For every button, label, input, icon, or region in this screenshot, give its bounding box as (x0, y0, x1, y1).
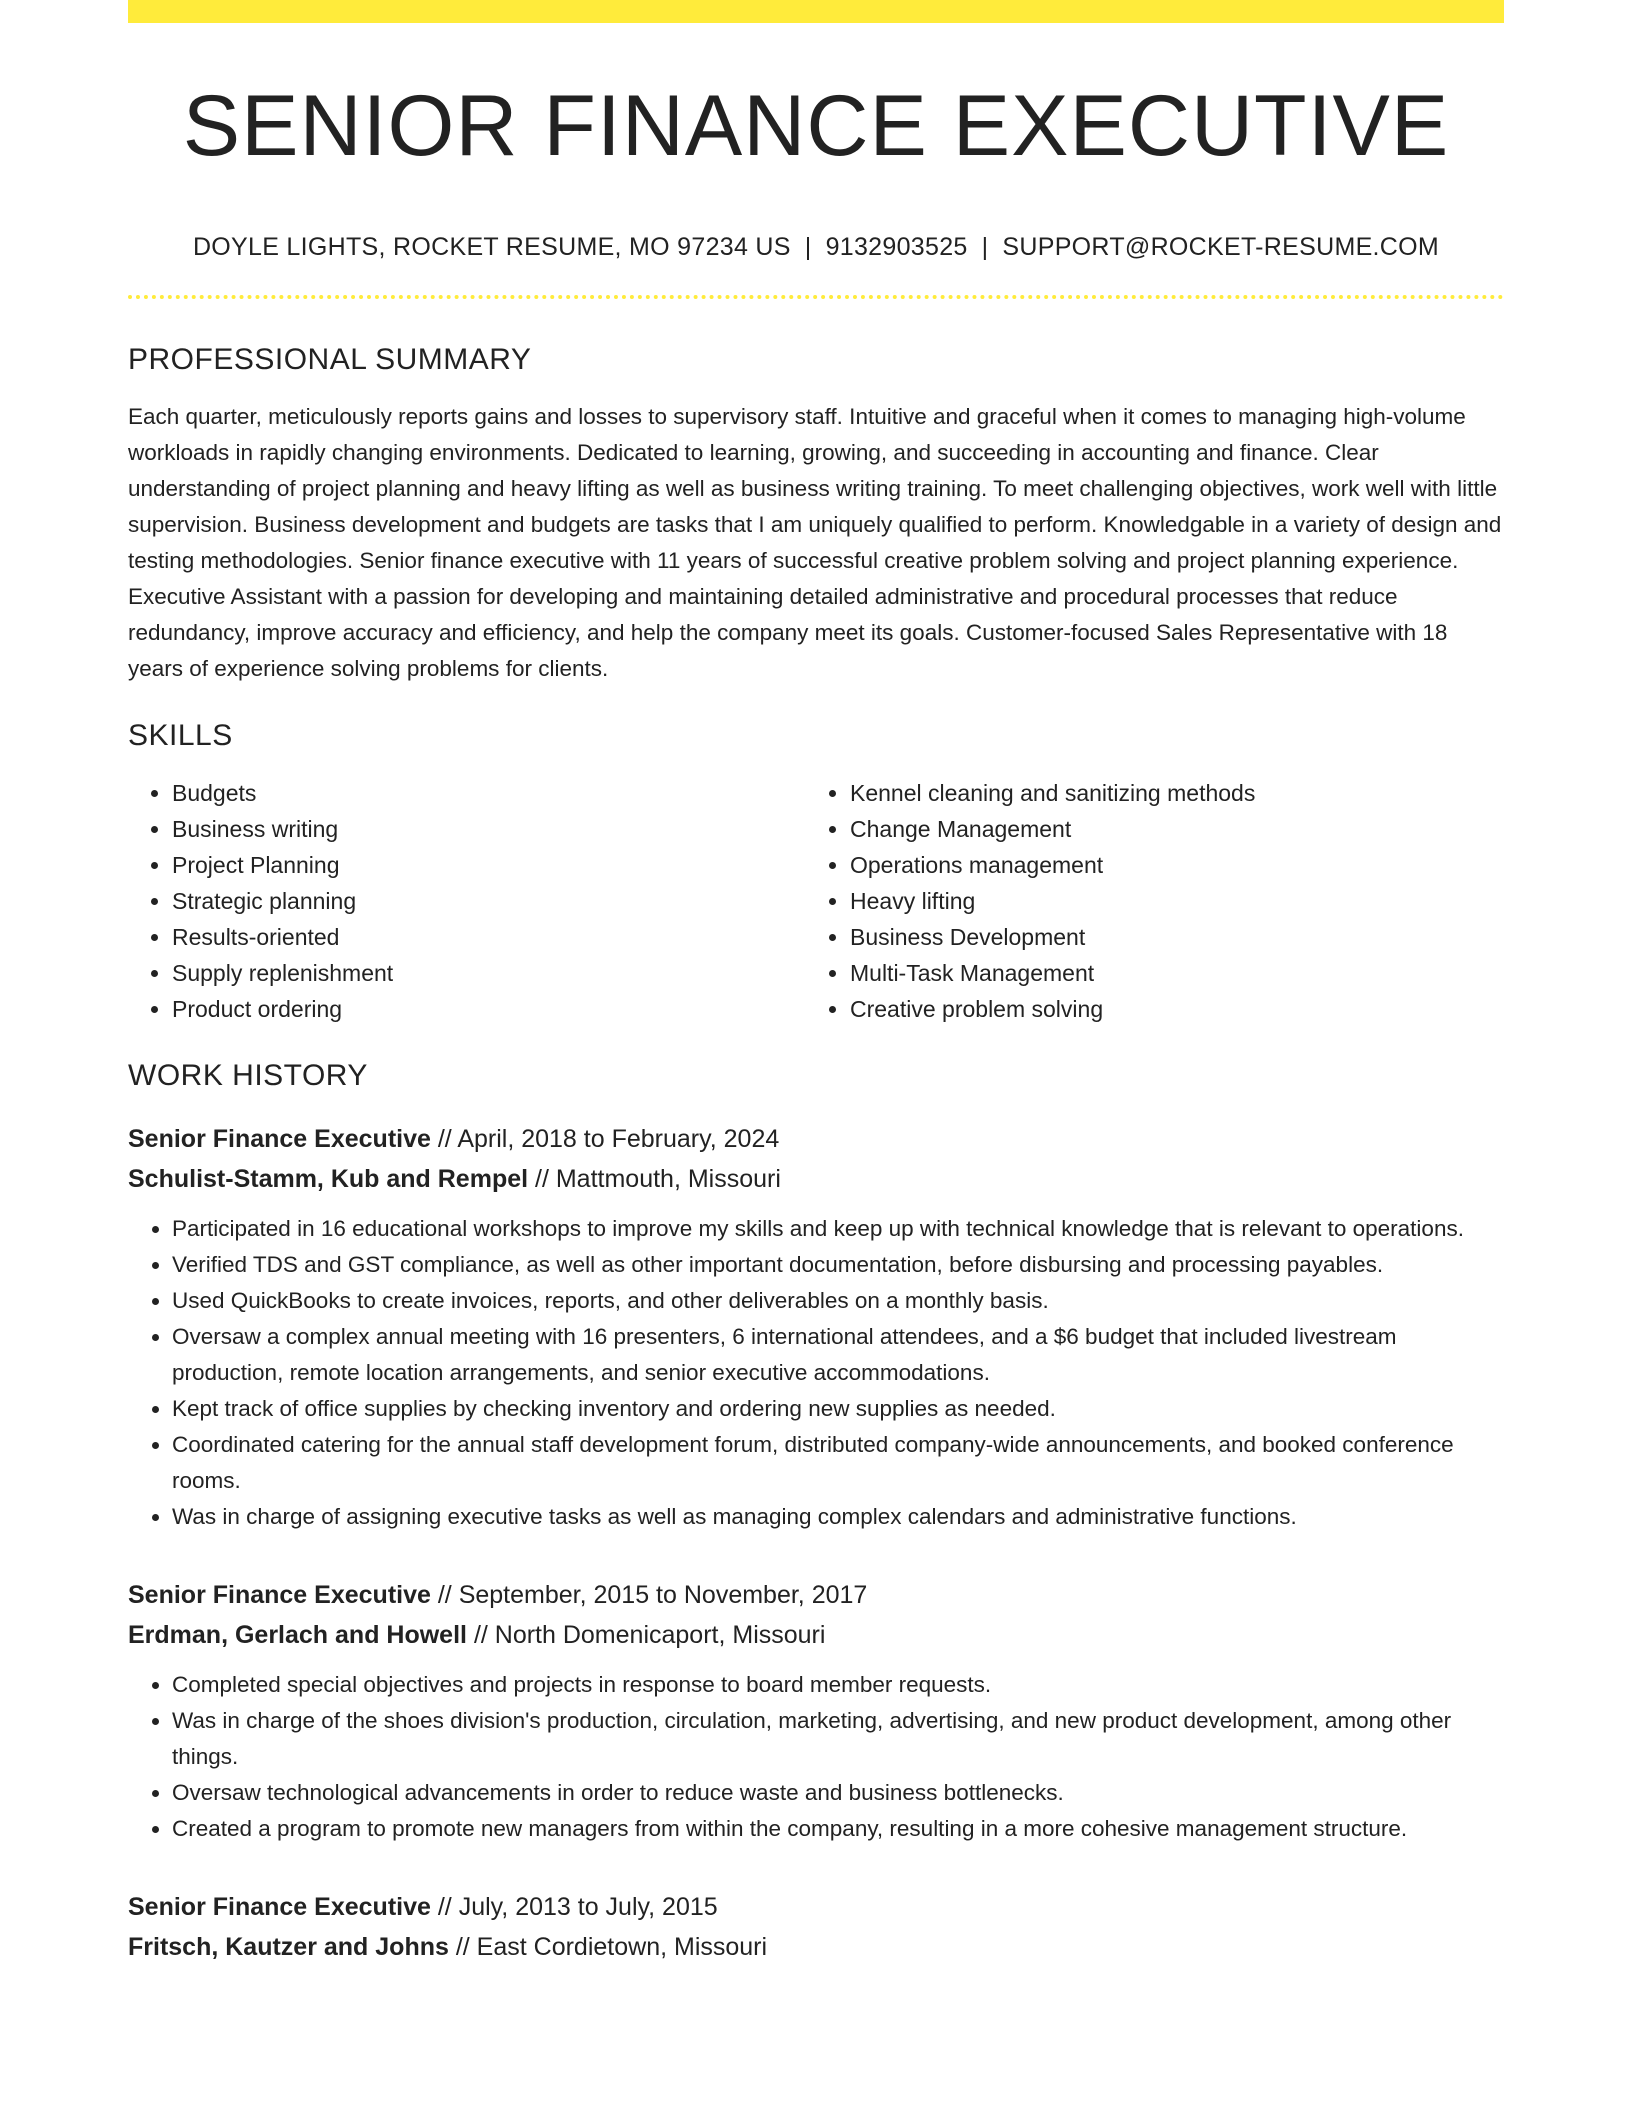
job-dates: // April, 2018 to February, 2024 (437, 1125, 780, 1153)
job-bullet: • Was in charge of assigning executive tasks as well as managing complex calendars and administrative functions. (172, 1499, 1504, 1535)
skill-item: • Kennel cleaning and sanitizing methods (850, 775, 1484, 811)
job-location: // Mattmouth, Missouri (535, 1165, 781, 1193)
job-entry (128, 1575, 1504, 1847)
accent-top-bar (128, 0, 1504, 23)
job-bullet: • Completed special objectives and projects in response to board member requests. (172, 1667, 1504, 1703)
job-bullet: • Was in charge of the shoes division's production, circulation, marketing, advertising, and new product development, among other things. (172, 1703, 1504, 1775)
job-dates: // July, 2013 to July, 2015 (437, 1893, 718, 1921)
skills-list-right (806, 775, 1484, 1027)
job-company: Erdman, Gerlach and Howell (128, 1621, 467, 1649)
job-bullet: • Oversaw a complex annual meeting with 16 presenters, 6 international attendees, and a $6 budget that included livestream production, remote location arrangements, and senior executive accommodations. (172, 1319, 1504, 1391)
job-bullet: • Oversaw technological advancements in order to reduce waste and business bottlenecks. (172, 1775, 1504, 1811)
job-role: Senior Finance Executive (128, 1581, 431, 1609)
job-role-line (128, 1575, 1504, 1615)
work-history-heading: WORK HISTORY (128, 1059, 368, 1092)
contact-separator: | (981, 233, 989, 261)
job-company-line (128, 1927, 1504, 1967)
skill-item: • Supply replenishment (172, 955, 806, 991)
job-bullet-list (128, 1667, 1504, 1847)
contact-separator: | (804, 233, 812, 261)
job-bullet: • Created a program to promote new managers from within the company, resulting in a more cohesive management structure. (172, 1811, 1504, 1847)
job-bullet-list (128, 1211, 1504, 1535)
job-entry (128, 1887, 1504, 1967)
job-company-line (128, 1159, 1504, 1199)
dotted-divider (128, 295, 1504, 299)
summary-text: Each quarter, meticulously reports gains and losses to supervisory staff. Intuitive and graceful when it comes to managing high-volume workloads in rapidly changing environments. Dedicated to learning, growing, and succeeding in accounting and finance. Clear understanding of project planning and heavy lifting as well as business writing training. To meet challenging objectives, work well with little supervision. Business development and budgets are tasks that I am uniquely qualified to perform. Knowledgable in a variety of design and testing methodologies. Senior finance executive with 11 years of successful creative problem solving and project planning experience. Executive Assistant with a passion for developing and maintaining detailed administrative and procedural processes that reduce redundancy, improve accuracy and efficiency, and help the company meet its goals. Customer-focused Sales Representative with 18 years of experience solving problems for clients. (128, 404, 1502, 681)
skill-item: • Change Management (850, 811, 1484, 847)
job-company-line (128, 1615, 1504, 1655)
contact-line (128, 233, 1504, 262)
summary-heading: PROFESSIONAL SUMMARY (128, 343, 532, 376)
skill-item: • Business Development (850, 919, 1484, 955)
job-location: // North Domenicaport, Missouri (473, 1621, 826, 1649)
job-entry (128, 1119, 1504, 1535)
contact-email: SUPPORT@ROCKET-RESUME.COM (1002, 233, 1440, 261)
skill-item: • Multi-Task Management (850, 955, 1484, 991)
skill-item: • Creative problem solving (850, 991, 1484, 1027)
job-bullet: • Participated in 16 educational workshops to improve my skills and keep up with technical knowledge that is relevant to operations. (172, 1211, 1504, 1247)
job-bullet: • Verified TDS and GST compliance, as well as other important documentation, before disbursing and processing payables. (172, 1247, 1504, 1283)
job-role-line (128, 1119, 1504, 1159)
job-location: // East Cordietown, Missouri (455, 1933, 768, 1961)
skill-item: • Product ordering (172, 991, 806, 1027)
skill-item: • Budgets (172, 775, 806, 811)
skills-heading: SKILLS (128, 719, 233, 752)
job-bullet: • Kept track of office supplies by checking inventory and ordering new supplies as needed. (172, 1391, 1504, 1427)
skills-grid (128, 775, 1504, 1027)
skill-item: • Project Planning (172, 847, 806, 883)
job-bullet: • Used QuickBooks to create invoices, reports, and other deliverables on a monthly basis. (172, 1283, 1504, 1319)
resume-title: SENIOR FINANCE EXECUTIVE (182, 78, 1450, 174)
job-bullet: • Coordinated catering for the annual staff development forum, distributed company-wide announcements, and booked conference rooms. (172, 1427, 1504, 1499)
job-company: Fritsch, Kautzer and Johns (128, 1933, 449, 1961)
skill-item: • Strategic planning (172, 883, 806, 919)
skills-list-left (128, 775, 806, 1027)
resume-page (128, 0, 1504, 1967)
skill-item: • Heavy lifting (850, 883, 1484, 919)
contact-phone: 9132903525 (825, 233, 968, 261)
job-role-line (128, 1887, 1504, 1927)
job-dates: // September, 2015 to November, 2017 (437, 1581, 868, 1609)
skill-item: • Operations management (850, 847, 1484, 883)
job-company: Schulist-Stamm, Kub and Rempel (128, 1165, 529, 1193)
skill-item: • Business writing (172, 811, 806, 847)
skill-item: • Results-oriented (172, 919, 806, 955)
contact-address: DOYLE LIGHTS, ROCKET RESUME, MO 97234 US (192, 233, 791, 261)
job-role: Senior Finance Executive (128, 1893, 431, 1921)
job-role: Senior Finance Executive (128, 1125, 431, 1153)
